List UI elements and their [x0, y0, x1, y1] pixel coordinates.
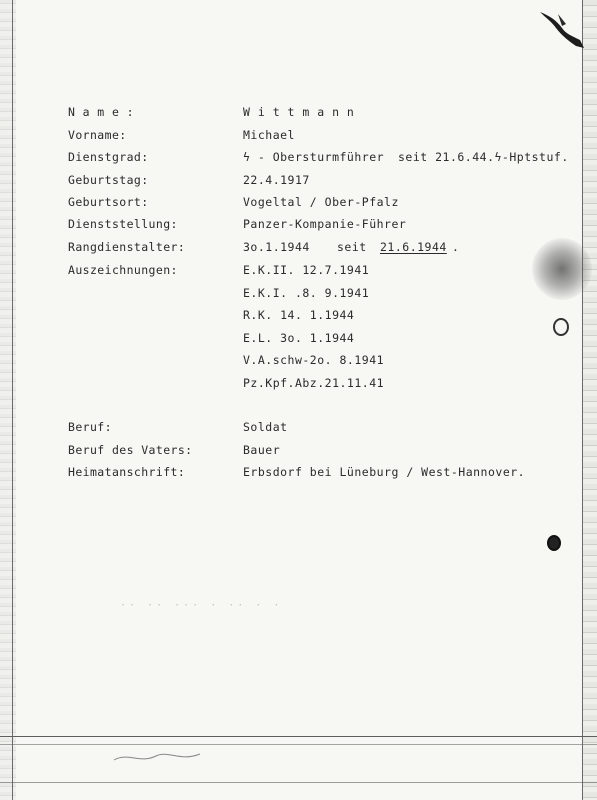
dienstgrad-label: Dienstgrad: — [68, 150, 149, 164]
row-heimatanschrift — [0, 462, 597, 482]
beruf-value: Soldat — [243, 420, 288, 434]
scan-border-bottom-2 — [0, 744, 597, 745]
heimatanschrift-value: Erbsdorf bei Lüneburg / West-Hannover. — [243, 465, 526, 479]
row-geburtsort — [0, 192, 597, 212]
auszeichnung-item: E.K.I. .8. 9.1941 — [243, 286, 370, 300]
geburtsort-value: Vogeltal / Ober-Pfalz — [243, 195, 399, 209]
dienstgrad-since: seit 21.6.44.ϟ-Hptstuf. — [398, 150, 569, 164]
row-auszeichnungen — [0, 260, 597, 280]
row-geburtstag — [0, 170, 597, 190]
corner-mark-icon — [536, 6, 592, 52]
row-beruf — [0, 417, 597, 437]
auszeichnungen-label: Auszeichnungen: — [68, 263, 178, 277]
vorname-value: Michael — [243, 128, 295, 142]
row-vorname — [0, 125, 597, 145]
punch-hole-icon — [547, 535, 561, 551]
row-name — [0, 102, 597, 122]
heimatanschrift-label: Heimatanschrift: — [68, 465, 186, 479]
auszeichnung-item: R.K. 14. 1.1944 — [243, 308, 355, 322]
row-beruf-vaters — [0, 440, 597, 460]
scan-border-bottom-3 — [0, 782, 597, 783]
row-rangdienstalter — [0, 237, 597, 257]
geburtstag-label: Geburtstag: — [68, 173, 149, 187]
row-auszeichnung-6 — [0, 373, 597, 393]
auszeichnung-item: E.K.II. 12.7.1941 — [243, 263, 370, 277]
vorname-label: Vorname: — [68, 128, 127, 142]
geburtsort-label: Geburtsort: — [68, 195, 149, 209]
row-auszeichnung-5 — [0, 350, 597, 370]
rangdienstalter-date: 21.6.1944 — [380, 240, 447, 254]
beruf-vaters-label: Beruf des Vaters: — [68, 443, 193, 457]
auszeichnung-item: Pz.Kpf.Abz.21.11.41 — [243, 376, 385, 390]
beruf-vaters-value: Bauer — [243, 443, 281, 457]
row-dienstgrad — [0, 147, 597, 167]
name-label: N a m e : — [68, 105, 134, 119]
auszeichnung-item: E.L. 3o. 1.1944 — [243, 331, 355, 345]
name-value: W i t t m a n n — [243, 105, 355, 119]
row-dienststellung — [0, 214, 597, 234]
beruf-label: Beruf: — [68, 420, 112, 434]
dienststellung-label: Dienststellung: — [68, 217, 178, 231]
bleed-through-marks: ·· ·· ··· · ·· · · — [120, 600, 283, 611]
row-auszeichnung-2 — [0, 283, 597, 303]
rangdienstalter-seit: seit — [337, 240, 367, 254]
rangdienstalter-label: Rangdienstalter: — [68, 240, 186, 254]
rangdienstalter-value: 3o.1.1944 — [243, 240, 310, 254]
auszeichnung-item: V.A.schw-2o. 8.1941 — [243, 353, 385, 367]
row-auszeichnung-3 — [0, 305, 597, 325]
rangdienstalter-end: . — [452, 240, 460, 254]
row-auszeichnung-4 — [0, 328, 597, 348]
scan-border-bottom-1 — [0, 736, 597, 737]
dienststellung-value: Panzer-Kompanie-Führer — [243, 217, 407, 231]
dienstgrad-value: ϟ - Obersturmführer — [243, 150, 385, 164]
pen-scribble-icon — [110, 744, 210, 768]
geburtstag-value: 22.4.1917 — [243, 173, 310, 187]
